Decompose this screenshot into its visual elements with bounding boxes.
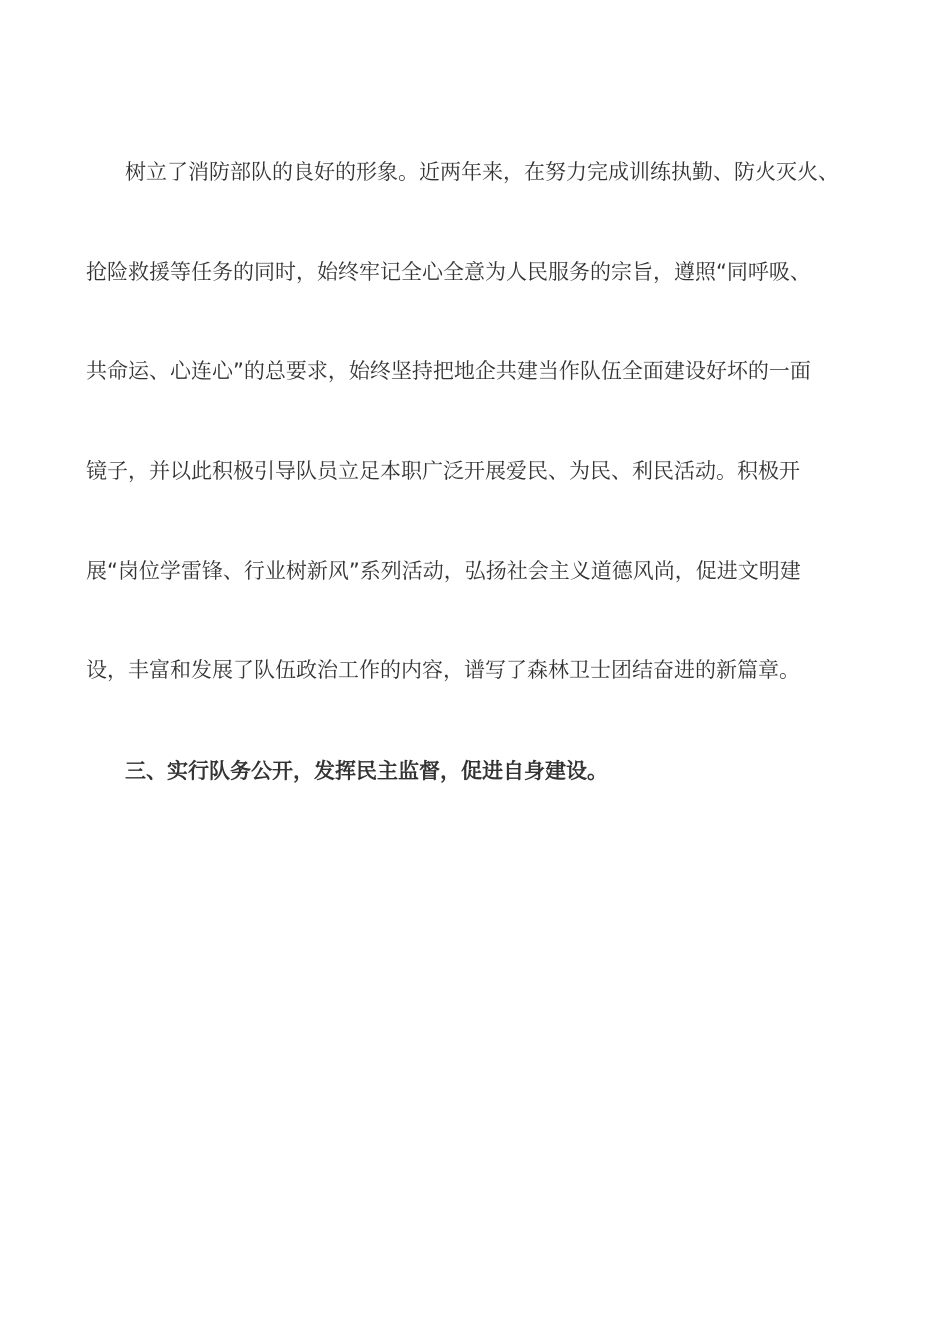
paragraph-line-3: 共命运、心连心”的总要求，始终坚持把地企共建当作队伍全面建设好坏的一面 <box>86 359 811 383</box>
paragraph-line-2: 抢险救援等任务的同时，始终牢记全心全意为人民服务的宗旨，遵照“同呼吸、 <box>86 260 811 284</box>
paragraph-line-4: 镜子，并以此积极引导队员立足本职广泛开展爱民、为民、利民活动。积极开 <box>86 459 800 483</box>
section-heading: 三、实行队务公开，发挥民主监督，促进自身建设。 <box>125 759 608 783</box>
paragraph-line-1: 树立了消防部队的良好的形象。近两年来，在努力完成训练执勤、防火灭火、 <box>125 160 839 184</box>
paragraph-line-6: 设，丰富和发展了队伍政治工作的内容，谱写了森林卫士团结奋进的新篇章。 <box>86 658 800 682</box>
paragraph-line-5: 展“岗位学雷锋、行业树新风”系列活动，弘扬社会主义道德风尚，促进文明建 <box>86 559 801 583</box>
